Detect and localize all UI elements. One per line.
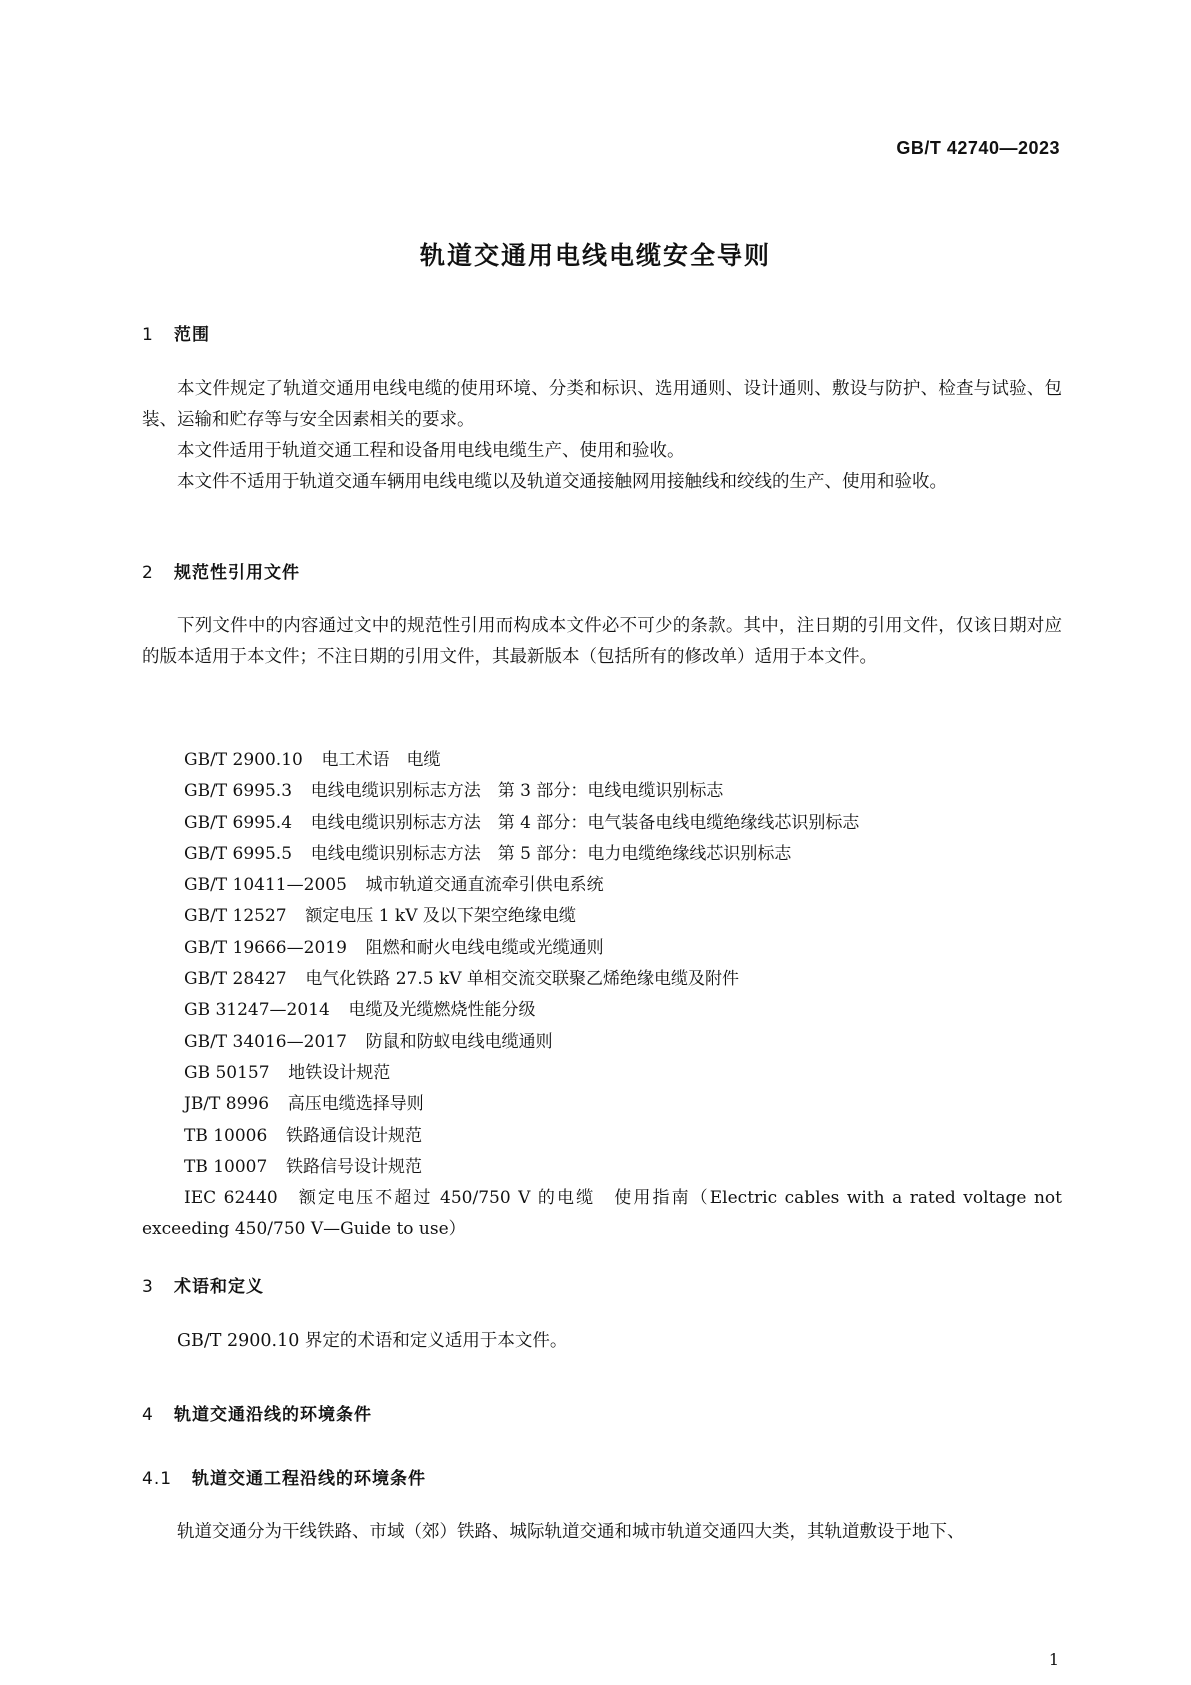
reference-code: GB/T 6995.3 [184,781,293,802]
reference-code: GB/T 34016—2017 [184,1031,347,1052]
reference-item [184,776,859,807]
reference-item [184,808,859,839]
section-3-para: GB/T 2900.10 界定的术语和定义适用于本文件。 [177,1331,568,1351]
document-title: 轨道交通用电线电缆安全导则 [419,241,771,270]
reference-code: GB/T 28427 [184,969,287,990]
section-number: 3 [142,1277,154,1297]
reference-title: 地铁设计规范 [288,1062,391,1083]
reference-title: 电工术语 电缆 [321,750,441,770]
section-title: 术语和定义 [174,1277,264,1297]
reference-code: GB/T 6995.5 [184,843,293,864]
section-title: 轨道交通沿线的环境条件 [174,1405,372,1425]
reference-item [184,870,859,901]
reference-code: GB/T 6995.4 [184,812,293,833]
reference-title: 电气化铁路 27.5 kV 单相交流交联聚乙烯绝缘电缆及附件 [305,969,739,990]
reference-title: 电缆及光缆燃烧性能分级 [348,1000,536,1021]
reference-code: TB 10007 [184,1156,268,1177]
reference-code: GB 50157 [184,1062,270,1083]
reference-item [184,1027,859,1058]
section-3-heading [142,1272,264,1297]
reference-item [184,964,859,995]
section-4-1-para: 轨道交通分为干线铁路、市域（郊）铁路、城际轨道交通和城市轨道交通四大类，其轨道敷设于地下、 [177,1522,965,1542]
reference-code: GB 31247—2014 [184,1000,330,1021]
reference-code: JB/T 8996 [184,1094,270,1115]
reference-item [184,1058,859,1089]
section-title: 规范性引用文件 [174,563,300,583]
section-4-1-heading [142,1464,426,1489]
standard-code: GB/T 42740—2023 [896,138,1060,158]
section-1-para-3: 本文件不适用于轨道交通车辆用电线电缆以及轨道交通接触网用接触线和绞线的生产、使用和验收。 [177,472,947,492]
section-2-intro: 下列文件中的内容通过文中的规范性引用而构成本文件必不可少的条款。其中，注日期的引用文件，仅该日期对应的版本适用于本文件；不注日期的引用文件，其最新版本（包括所有的修改单）适用于本文件。 [142,616,1062,667]
reference-item [184,1121,859,1152]
section-number: 2 [142,563,154,583]
reference-title: 电线电缆识别标志方法 第 4 部分：电气装备电线电缆绝缘线芯识别标志 [310,812,860,833]
section-4-heading [142,1400,372,1425]
reference-title: 高压电缆选择导则 [287,1094,424,1115]
reference-code: GB/T 2900.10 [184,750,303,770]
reference-code: GB/T 10411—2005 [184,875,347,896]
reference-code: TB 10006 [184,1125,268,1146]
reference-item [184,995,859,1026]
reference-item [184,839,859,870]
section-2-heading [142,558,300,583]
reference-item [184,1089,859,1120]
reference-title: 额定电压 1 kV 及以下架空绝缘电缆 [305,906,576,927]
reference-title: 阻燃和耐火电线电缆或光缆通则 [365,937,604,958]
reference-item [184,933,859,964]
reference-title: 电线电缆识别标志方法 第 3 部分：电线电缆识别标志 [310,781,724,802]
reference-title: 城市轨道交通直流牵引供电系统 [365,875,604,896]
reference-title: 防鼠和防蚁电线电缆通则 [365,1031,553,1052]
reference-title: 电线电缆识别标志方法 第 5 部分：电力电缆绝缘线芯识别标志 [310,843,792,864]
reference-item [184,901,859,932]
reference-item [184,745,859,776]
section-1-para-1: 本文件规定了轨道交通用电线电缆的使用环境、分类和标识、选用通则、设计通则、敷设与防护、检查与试验、包装、运输和贮存等与安全因素相关的要求。 [142,379,1062,430]
reference-list [184,745,859,1183]
section-number: 4.1 [142,1469,173,1489]
section-number: 4 [142,1405,154,1425]
section-title: 范围 [174,325,210,345]
reference-title: 铁路通信设计规范 [286,1125,423,1146]
reference-code: GB/T 19666—2019 [184,937,347,958]
reference-code: GB/T 12527 [184,906,287,927]
reference-item [184,1152,859,1183]
section-title: 轨道交通工程沿线的环境条件 [192,1469,426,1489]
reference-title: 铁路信号设计规范 [286,1156,423,1177]
section-number: 1 [142,325,154,345]
reference-item-iec: IEC 62440 额定电压不超过 450/750 V 的电缆 使用指南（Electric cables with a rated voltage not exceeding 450/750 V—Guide to use） [142,1188,1062,1239]
section-1-para-2: 本文件适用于轨道交通工程和设备用电线电缆生产、使用和验收。 [177,441,685,461]
page-number: 1 [1048,1650,1059,1669]
section-1-heading [142,320,210,345]
